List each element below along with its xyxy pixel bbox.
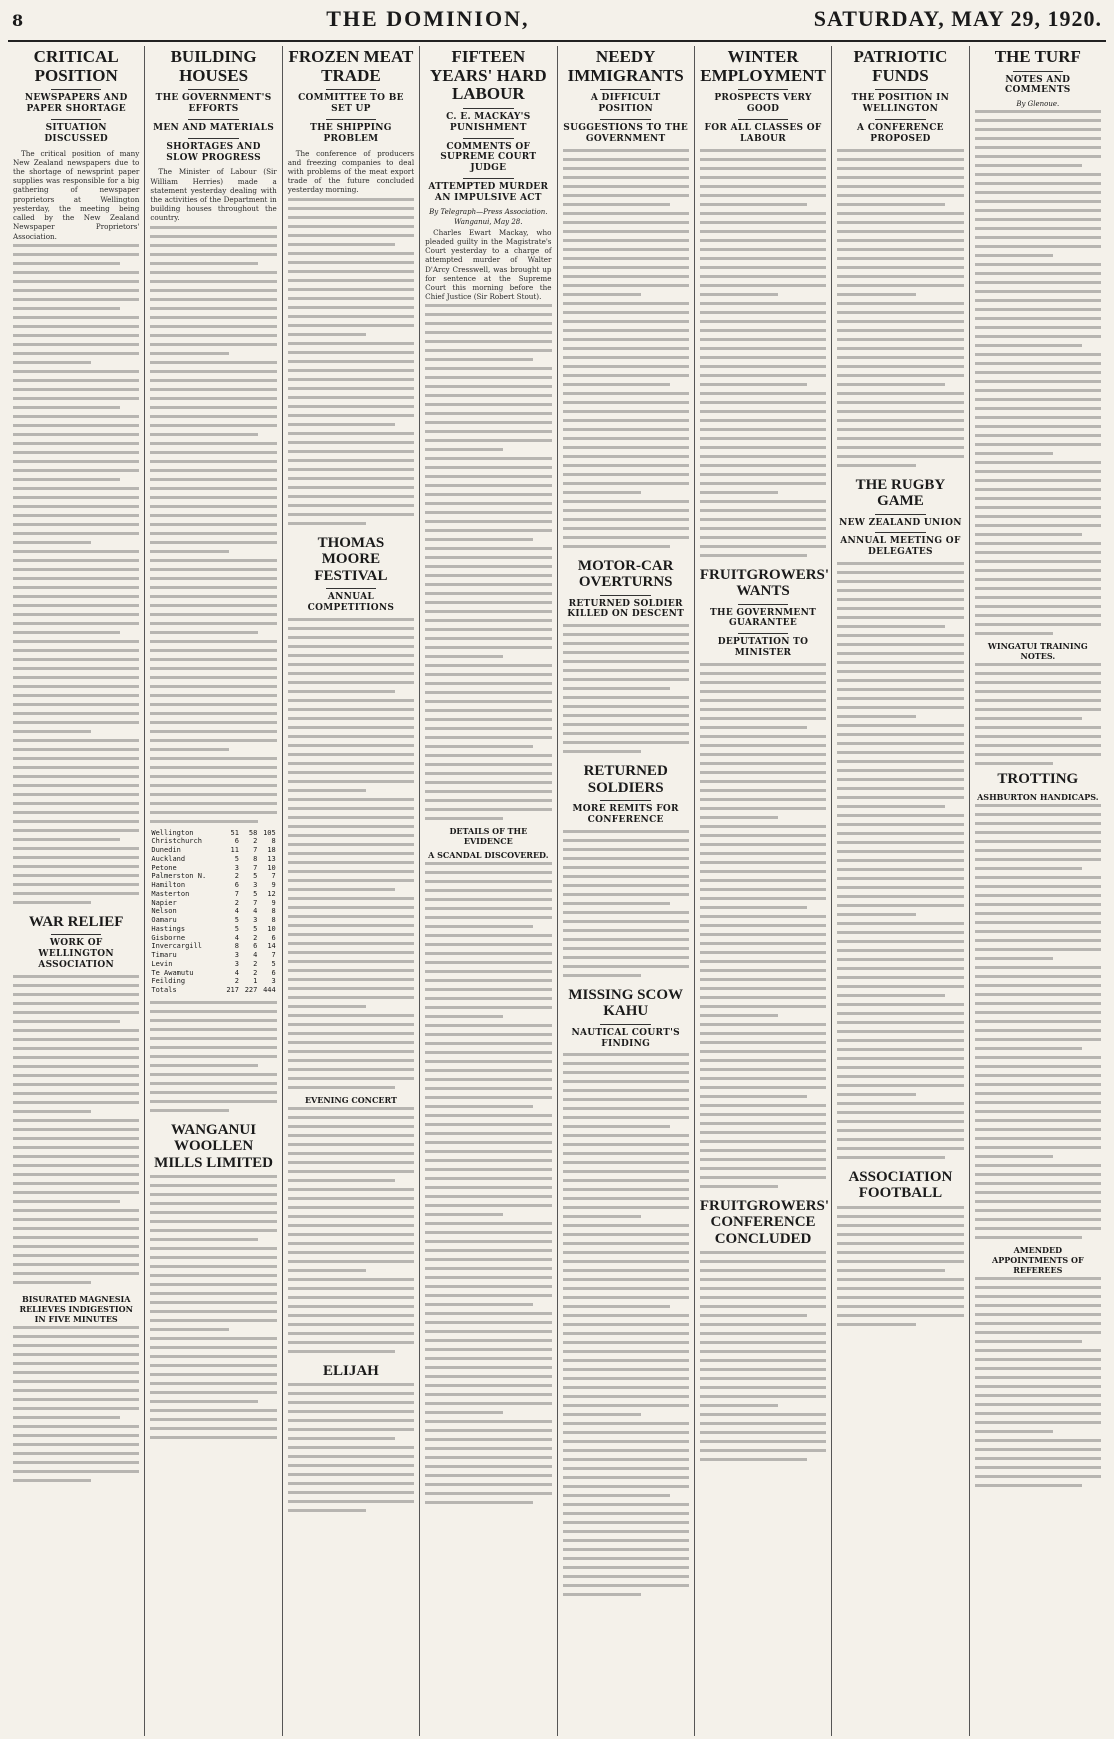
deck: THE GOVERNMENT GUARANTEE bbox=[710, 607, 817, 629]
deck: THE POSITION IN WELLINGTON bbox=[851, 93, 950, 115]
table-cell: Hastings bbox=[151, 924, 186, 933]
table-cell: Nelson bbox=[151, 907, 177, 916]
body-text-lines bbox=[13, 1326, 139, 1482]
story-returned-soldiers bbox=[563, 763, 689, 977]
rule bbox=[463, 108, 514, 109]
deck: COMMENTS OF SUPREME COURT JUDGE bbox=[440, 141, 537, 174]
body-text-lines bbox=[425, 304, 551, 820]
table-cell: 6 bbox=[271, 968, 276, 977]
table-cell: Napier bbox=[151, 898, 177, 907]
body-text-lines bbox=[563, 830, 689, 977]
table-cell: 5 bbox=[234, 924, 239, 933]
table-cell: 5 bbox=[234, 916, 239, 925]
table-cell: 3 bbox=[234, 951, 239, 960]
deck: PROSPECTS VERY GOOD bbox=[714, 93, 812, 115]
table-cell: 4 bbox=[234, 968, 239, 977]
subhead: AMENDED APPOINTMENTS OF REFEREES bbox=[991, 1244, 1084, 1275]
headline: FRUITGROWERS' CONFERENCE CONCLUDED bbox=[699, 1197, 830, 1247]
headline: THE RUGBY GAME bbox=[855, 476, 946, 510]
deck: COMMITTEE TO BE SET UP bbox=[298, 93, 404, 115]
deck: RETURNED SOLDIER KILLED ON DESCENT bbox=[567, 598, 685, 620]
body-text-lines bbox=[150, 1001, 276, 1112]
masthead bbox=[8, 6, 1106, 42]
rule bbox=[875, 89, 926, 90]
body-text-lines bbox=[837, 149, 963, 467]
story-fifteen-years bbox=[425, 48, 551, 1504]
lead-paragraph: Charles Ewart Mackay, who pleaded guilty in the Magistrate's Court yesterday to a charge of attempted murder of Walter D'Arcy Cresswell, was brought up for sentence at the Supreme Court this morning before the Chief Justice (Sir Robert Stout). bbox=[425, 227, 552, 302]
rule bbox=[738, 604, 789, 605]
table-cell: 9 bbox=[271, 898, 276, 907]
story-patriotic-funds bbox=[837, 48, 963, 467]
table-cell: Oamaru bbox=[151, 916, 177, 925]
table-row bbox=[150, 951, 276, 960]
body-text-lines bbox=[700, 149, 826, 557]
table-cell: 2 bbox=[234, 977, 239, 986]
story-elijah bbox=[288, 1363, 414, 1513]
body-text-lines bbox=[288, 1383, 414, 1512]
table-cell: 6 bbox=[253, 942, 258, 951]
table-cell: 7 bbox=[253, 846, 258, 855]
byline: By Telegraph—Press Association. bbox=[429, 207, 548, 216]
table-cell: 5 bbox=[271, 959, 276, 968]
table-cell: 3 bbox=[234, 959, 239, 968]
subhead: BISURATED MAGNESIA RELIEVES INDIGESTION IN FIVE MINUTES bbox=[19, 1293, 133, 1324]
headline: RETURNED SOLDIERS bbox=[583, 763, 668, 796]
deck: SHORTAGES AND SLOW PROGRESS bbox=[166, 141, 261, 163]
table-cell: 58 bbox=[248, 828, 258, 837]
table-total-row bbox=[150, 986, 276, 995]
headline: CRITICAL POSITION bbox=[33, 47, 119, 85]
rule bbox=[326, 588, 377, 589]
table-cell: 4 bbox=[234, 933, 239, 942]
deck: NEW ZEALAND UNION bbox=[839, 517, 962, 528]
story-frozen-meat bbox=[288, 48, 414, 525]
table-cell: 14 bbox=[267, 942, 276, 951]
body-text-lines bbox=[13, 975, 139, 1284]
headline: THOMAS MOORE FESTIVAL bbox=[314, 534, 388, 584]
rule bbox=[326, 89, 377, 90]
table-cell: 10 bbox=[267, 863, 276, 872]
story-fruitgrowers-conference bbox=[699, 1197, 830, 1462]
table-row bbox=[150, 969, 276, 978]
table-cell: Auckland bbox=[151, 854, 186, 863]
rule bbox=[1013, 71, 1064, 72]
table-cell: 9 bbox=[271, 881, 276, 890]
rule bbox=[738, 119, 789, 120]
headline: MISSING SCOW KAHU bbox=[568, 986, 683, 1020]
story-wanganui-woollen bbox=[150, 1122, 276, 1440]
table-row bbox=[150, 934, 276, 943]
rule bbox=[600, 595, 651, 596]
table-row bbox=[150, 881, 276, 890]
deck: THE SHIPPING PROBLEM bbox=[310, 122, 392, 144]
rule bbox=[51, 934, 102, 935]
subheadline-trotting: TROTTING bbox=[997, 771, 1079, 788]
table-row bbox=[150, 846, 276, 855]
story-the-turf bbox=[975, 48, 1101, 1487]
rule bbox=[188, 89, 239, 90]
table-cell: 7 bbox=[253, 863, 258, 872]
story-body bbox=[150, 167, 276, 222]
table-cell: 5 bbox=[234, 854, 239, 863]
table-cell: 10 bbox=[267, 924, 276, 933]
story-critical-position bbox=[13, 48, 139, 904]
story-association-football bbox=[837, 1169, 963, 1326]
rule bbox=[463, 138, 514, 139]
story-magnesia bbox=[13, 1294, 139, 1482]
table-cell: 13 bbox=[267, 854, 276, 863]
lead-paragraph: The conference of producers and freezing companies to deal with problems of the meat export trade of the future concluded yesterday morning. bbox=[287, 148, 415, 195]
table-cell: 6 bbox=[271, 933, 276, 942]
table-cell: 4 bbox=[253, 951, 258, 960]
columns bbox=[8, 46, 1106, 1736]
table-row bbox=[150, 899, 276, 908]
story-winter-employment bbox=[700, 48, 826, 557]
body-text-lines bbox=[563, 1053, 689, 1596]
table-cell: 2 bbox=[253, 959, 258, 968]
column-1 bbox=[8, 46, 145, 1736]
housing-table bbox=[150, 829, 276, 995]
body-text-lines bbox=[975, 663, 1101, 765]
table-cell: 4 bbox=[253, 907, 258, 916]
story-body bbox=[425, 228, 551, 302]
table-row bbox=[150, 864, 276, 873]
table-cell: Palmerston N. bbox=[151, 872, 207, 881]
table-cell: Te Awamutu bbox=[151, 968, 194, 977]
table-cell: 51 bbox=[230, 828, 239, 837]
rule bbox=[188, 119, 239, 120]
deck: SUGGESTIONS TO THE GOVERNMENT bbox=[563, 122, 689, 144]
story-building-houses bbox=[150, 48, 276, 1112]
table-row bbox=[150, 942, 276, 951]
table-cell: 3 bbox=[253, 916, 258, 925]
table-cell: 105 bbox=[263, 828, 276, 837]
table-cell: Gisborne bbox=[151, 933, 186, 942]
dateline: Wanganui, May 28. bbox=[454, 217, 523, 226]
lead-paragraph: The critical position of many New Zealand newspapers due to the shortage of newsprint paper supplies was responsible for a big gathering of newspaper proprietors at Wellington yesterday, the meeting being called by the New Zealand Newspaper Proprietors' Association. bbox=[13, 148, 140, 241]
rule bbox=[738, 89, 789, 90]
headline: ELIJAH bbox=[323, 1362, 379, 1379]
table-cell: 3 bbox=[234, 863, 239, 872]
deck: A CONFERENCE PROPOSED bbox=[857, 122, 944, 144]
deck: WORK OF WELLINGTON ASSOCIATION bbox=[38, 938, 115, 970]
table-row bbox=[150, 977, 276, 986]
deck: MEN AND MATERIALS bbox=[153, 122, 275, 133]
body-text-lines bbox=[425, 862, 551, 1504]
table-cell: Timaru bbox=[151, 951, 177, 960]
table-cell: Masterton bbox=[151, 889, 190, 898]
table-row bbox=[150, 829, 276, 838]
table-cell: 5 bbox=[253, 924, 258, 933]
table-cell: 227 bbox=[244, 986, 258, 995]
deck: NEWSPAPERS AND PAPER SHORTAGE bbox=[24, 93, 128, 115]
body-text-lines bbox=[700, 1251, 826, 1461]
table-row bbox=[150, 907, 276, 916]
body-text-lines bbox=[837, 562, 963, 1159]
table-cell: 6 bbox=[234, 881, 239, 890]
table-cell: Levin bbox=[151, 959, 173, 968]
body-text-lines bbox=[563, 149, 689, 548]
deck: NAUTICAL COURT'S FINDING bbox=[571, 1027, 680, 1049]
rule bbox=[875, 119, 926, 120]
paper-name: THE DOMINION, bbox=[326, 6, 530, 31]
body-text-lines bbox=[288, 618, 414, 1089]
subhead: A SCANDAL DISCOVERED. bbox=[428, 850, 549, 861]
headline: WINTER EMPLOYMENT bbox=[700, 47, 826, 85]
deck: FOR ALL CLASSES OF LABOUR bbox=[704, 122, 822, 144]
column-7 bbox=[832, 46, 969, 1736]
table-cell: 8 bbox=[253, 854, 258, 863]
table-cell: Feilding bbox=[151, 977, 186, 986]
table-cell: 18 bbox=[267, 846, 276, 855]
body-text-lines bbox=[975, 110, 1101, 635]
story-body bbox=[288, 149, 414, 195]
headline: WANGANUI WOOLLEN MILLS LIMITED bbox=[154, 1121, 273, 1171]
deck: NOTES AND COMMENTS bbox=[1005, 74, 1071, 96]
body-text-lines bbox=[837, 1206, 963, 1326]
rule bbox=[51, 119, 102, 120]
rule bbox=[738, 633, 789, 634]
table-cell: Totals bbox=[151, 986, 177, 995]
deck: ATTEMPTED MURDER AN IMPULSIVE ACT bbox=[428, 182, 549, 203]
body-text-lines bbox=[150, 1175, 276, 1439]
column-2 bbox=[145, 46, 282, 1736]
rule bbox=[875, 532, 926, 533]
story-needy-immigrants bbox=[563, 48, 689, 548]
table-cell: 2 bbox=[234, 898, 239, 907]
table-row bbox=[150, 916, 276, 925]
deck: THE GOVERNMENT'S EFFORTS bbox=[155, 93, 272, 115]
table-cell: 11 bbox=[230, 846, 239, 855]
column-4 bbox=[420, 46, 557, 1736]
deck: DEPUTATION TO MINISTER bbox=[717, 637, 809, 658]
deck: SITUATION DISCUSSED bbox=[44, 122, 109, 144]
table-cell: 3 bbox=[271, 977, 276, 986]
deck: ANNUAL COMPETITIONS bbox=[307, 592, 395, 613]
table-cell: 8 bbox=[234, 942, 239, 951]
headline: FRUITGROWERS' WANTS bbox=[699, 566, 830, 600]
table-row bbox=[150, 872, 276, 881]
table-cell: Christchurch bbox=[151, 837, 202, 846]
table-cell: 2 bbox=[234, 872, 239, 881]
table-cell: Invercargill bbox=[151, 942, 202, 951]
body-text-lines bbox=[700, 663, 826, 1188]
page-number: 8 bbox=[12, 11, 24, 30]
deck: ANNUAL MEETING OF DELEGATES bbox=[840, 536, 961, 558]
table-cell: 7 bbox=[234, 889, 239, 898]
story-fruitgrowers-wants bbox=[699, 566, 830, 1188]
headline: FROZEN MEAT TRADE bbox=[288, 47, 414, 85]
table-cell: Wellington bbox=[151, 828, 194, 837]
subhead: ASHBURTON HANDICAPS. bbox=[977, 791, 1099, 802]
subhead: WINGATUI TRAINING NOTES. bbox=[987, 641, 1088, 662]
issue-date: SATURDAY, MAY 29, 1920. bbox=[813, 6, 1102, 31]
rule bbox=[326, 119, 377, 120]
table-cell: 217 bbox=[226, 986, 239, 995]
table-cell: 444 bbox=[263, 986, 276, 995]
column-6 bbox=[695, 46, 832, 1736]
table-cell: 2 bbox=[253, 837, 258, 846]
story-motor-car bbox=[563, 558, 689, 754]
headline: ASSOCIATION FOOTBALL bbox=[848, 1168, 953, 1202]
rule bbox=[600, 800, 651, 801]
table-row bbox=[150, 837, 276, 846]
body-text-lines bbox=[975, 804, 1101, 1239]
column-3 bbox=[283, 46, 420, 1736]
story-missing-scow bbox=[563, 987, 689, 1597]
column-5 bbox=[558, 46, 695, 1736]
lead-paragraph: The Minister of Labour (Sir William Herries) made a statement yesterday dealing with the activities of the Department in building houses throughout the country. bbox=[150, 167, 277, 223]
body-text-lines bbox=[975, 1277, 1101, 1487]
headline: NEEDY IMMIGRANTS bbox=[567, 47, 684, 85]
body-text-lines bbox=[288, 198, 414, 525]
story-thomas-moore bbox=[288, 535, 414, 1353]
deck: MORE REMITS FOR CONFERENCE bbox=[572, 804, 679, 825]
table-row bbox=[150, 855, 276, 864]
body-text-lines bbox=[150, 226, 276, 823]
table-cell: 1 bbox=[253, 977, 258, 986]
story-body bbox=[13, 149, 139, 241]
table-cell: 5 bbox=[253, 872, 258, 881]
table-cell: 7 bbox=[253, 898, 258, 907]
table-cell: 8 bbox=[271, 916, 276, 925]
table-cell: 4 bbox=[234, 907, 239, 916]
rule bbox=[600, 1024, 651, 1025]
body-text-lines bbox=[13, 244, 139, 904]
table-row bbox=[150, 960, 276, 969]
story-war-relief bbox=[13, 914, 139, 1284]
headline: MOTOR-CAR OVERTURNS bbox=[577, 557, 674, 591]
subhead: DETAILS OF THE EVIDENCE bbox=[449, 826, 528, 847]
headline: BUILDING HOUSES bbox=[170, 47, 257, 85]
headline: WAR RELIEF bbox=[28, 913, 124, 930]
table-row bbox=[150, 925, 276, 934]
headline: THE TURF bbox=[994, 47, 1081, 66]
rule bbox=[463, 178, 514, 179]
rule bbox=[875, 514, 926, 515]
table-cell: 8 bbox=[271, 907, 276, 916]
table-cell: 3 bbox=[253, 881, 258, 890]
rule bbox=[600, 89, 651, 90]
table-cell: 5 bbox=[253, 889, 258, 898]
headline: PATRIOTIC FUNDS bbox=[853, 47, 948, 85]
table-cell: 7 bbox=[271, 872, 276, 881]
table-cell: 2 bbox=[253, 968, 258, 977]
rule bbox=[600, 119, 651, 120]
table-cell: 6 bbox=[234, 837, 239, 846]
body-text-lines bbox=[288, 1107, 414, 1353]
table-cell: 8 bbox=[271, 837, 276, 846]
deck: A DIFFICULT POSITION bbox=[590, 93, 661, 115]
story-rugby-game bbox=[837, 477, 963, 1159]
column-8 bbox=[970, 46, 1106, 1736]
table-cell: Dunedin bbox=[151, 846, 181, 855]
byline: By Glenoue. bbox=[1016, 100, 1060, 109]
table-cell: 12 bbox=[267, 889, 276, 898]
rule bbox=[51, 89, 102, 90]
headline: FIFTEEN YEARS' HARD LABOUR bbox=[429, 47, 547, 104]
table-cell: 7 bbox=[271, 951, 276, 960]
table-cell: 2 bbox=[253, 933, 258, 942]
body-text-lines bbox=[563, 624, 689, 753]
subhead: EVENING CONCERT bbox=[304, 1094, 397, 1105]
table-cell: Petone bbox=[151, 863, 177, 872]
deck: C. E. MACKAY'S PUNISHMENT bbox=[446, 112, 531, 133]
table-row bbox=[150, 890, 276, 899]
rule bbox=[188, 138, 239, 139]
table-cell: Hamilton bbox=[151, 881, 186, 890]
